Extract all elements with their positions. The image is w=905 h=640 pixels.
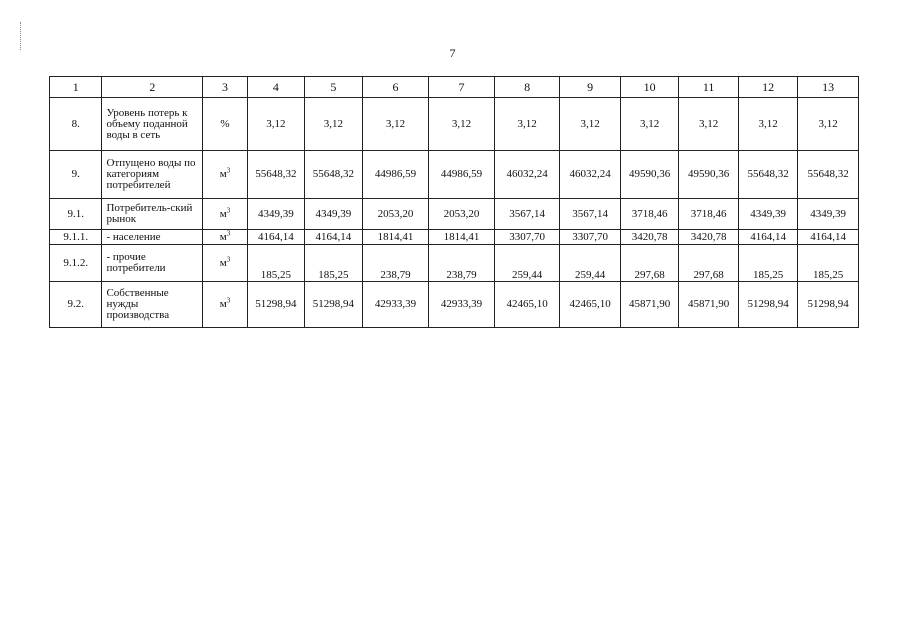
row-unit: $м^3$ [203, 230, 247, 245]
row-number: 9.1.1. [50, 230, 102, 245]
value-cell: 46032,24 [494, 151, 560, 199]
row-number: 9.1.2. [50, 245, 102, 282]
header-cell: 3 [203, 77, 247, 98]
header-cell: 5 [305, 77, 362, 98]
value-cell: 3,12 [620, 98, 679, 151]
header-cell: 12 [738, 77, 798, 98]
value-cell: 238,79 [429, 245, 495, 282]
value-cell: 1814,41 [429, 230, 495, 245]
value-cell: 3,12 [798, 98, 859, 151]
value-cell: 297,68 [620, 245, 679, 282]
row-unit: $м^3$ [203, 151, 247, 199]
row-name: Уровень потерь к объему поданной воды в сеть [102, 98, 203, 151]
value-cell: 3420,78 [679, 230, 739, 245]
value-cell: 3,12 [247, 98, 304, 151]
value-cell: 259,44 [560, 245, 621, 282]
row-unit: % [203, 98, 247, 151]
value-cell: 44986,59 [429, 151, 495, 199]
row-unit: $м^3$ [203, 282, 247, 328]
table-row [50, 245, 859, 282]
value-cell: 297,68 [679, 245, 739, 282]
table-row [50, 151, 859, 199]
value-cell: 51298,94 [305, 282, 362, 328]
row-number: 9.1. [50, 199, 102, 230]
table-row [50, 282, 859, 328]
table-row [50, 98, 859, 151]
header-cell: 6 [362, 77, 429, 98]
header-cell: 13 [798, 77, 859, 98]
value-cell: 238,79 [362, 245, 429, 282]
value-cell: 2053,20 [362, 199, 429, 230]
row-number: 8. [50, 98, 102, 151]
row-name: - население [102, 230, 203, 245]
value-cell: 3,12 [679, 98, 739, 151]
value-cell: 3,12 [305, 98, 362, 151]
value-cell: 3,12 [429, 98, 495, 151]
row-number: 9.2. [50, 282, 102, 328]
value-cell: 51298,94 [798, 282, 859, 328]
value-cell: 51298,94 [738, 282, 798, 328]
value-cell: 259,44 [494, 245, 560, 282]
value-cell: 3307,70 [494, 230, 560, 245]
header-cell: 1 [50, 77, 102, 98]
value-cell: 45871,90 [620, 282, 679, 328]
value-cell: 42933,39 [362, 282, 429, 328]
value-cell: 42465,10 [560, 282, 621, 328]
value-cell: 4349,39 [247, 199, 304, 230]
row-unit: $м^3$ [203, 245, 247, 282]
table-row [50, 230, 859, 245]
value-cell: 49590,36 [620, 151, 679, 199]
value-cell: 4349,39 [798, 199, 859, 230]
header-cell: 11 [679, 77, 739, 98]
row-name: Отпущено воды по категориям потребителей [102, 151, 203, 199]
table-row [50, 199, 859, 230]
row-number: 9. [50, 151, 102, 199]
value-cell: 3,12 [560, 98, 621, 151]
header-cell: 10 [620, 77, 679, 98]
value-cell: 46032,24 [560, 151, 621, 199]
value-cell: 55648,32 [247, 151, 304, 199]
header-cell: 4 [247, 77, 304, 98]
header-cell: 2 [102, 77, 203, 98]
header-cell: 9 [560, 77, 621, 98]
header-cell: 8 [494, 77, 560, 98]
value-cell: 55648,32 [305, 151, 362, 199]
value-cell: 45871,90 [679, 282, 739, 328]
value-cell: 4349,39 [305, 199, 362, 230]
value-cell: 4164,14 [247, 230, 304, 245]
value-cell: 42465,10 [494, 282, 560, 328]
row-unit: $м^3$ [203, 199, 247, 230]
value-cell: 3420,78 [620, 230, 679, 245]
value-cell: 3,12 [362, 98, 429, 151]
row-name: Потребитель-ский рынок [102, 199, 203, 230]
value-cell: 55648,32 [798, 151, 859, 199]
value-cell: 44986,59 [362, 151, 429, 199]
value-cell: 55648,32 [738, 151, 798, 199]
value-cell: 3567,14 [560, 199, 621, 230]
value-cell: 4164,14 [738, 230, 798, 245]
value-cell: 185,25 [798, 245, 859, 282]
table-header-row [50, 77, 859, 98]
value-cell: 49590,36 [679, 151, 739, 199]
value-cell: 3,12 [494, 98, 560, 151]
value-cell: 3718,46 [679, 199, 739, 230]
value-cell: 4164,14 [305, 230, 362, 245]
value-cell: 3,12 [738, 98, 798, 151]
page-number: 7 [449, 46, 456, 60]
value-cell: 51298,94 [247, 282, 304, 328]
value-cell: 4349,39 [738, 199, 798, 230]
value-cell: 4164,14 [798, 230, 859, 245]
value-cell: 185,25 [738, 245, 798, 282]
value-cell: 185,25 [305, 245, 362, 282]
value-cell: 3718,46 [620, 199, 679, 230]
value-cell: 42933,39 [429, 282, 495, 328]
tariff-data-table [49, 76, 859, 328]
value-cell: 3567,14 [494, 199, 560, 230]
header-cell: 7 [429, 77, 495, 98]
row-name: Собственные нужды производства [102, 282, 203, 328]
value-cell: 185,25 [247, 245, 304, 282]
row-name: - прочие потребители [102, 245, 203, 282]
value-cell: 2053,20 [429, 199, 495, 230]
value-cell: 1814,41 [362, 230, 429, 245]
value-cell: 3307,70 [560, 230, 621, 245]
